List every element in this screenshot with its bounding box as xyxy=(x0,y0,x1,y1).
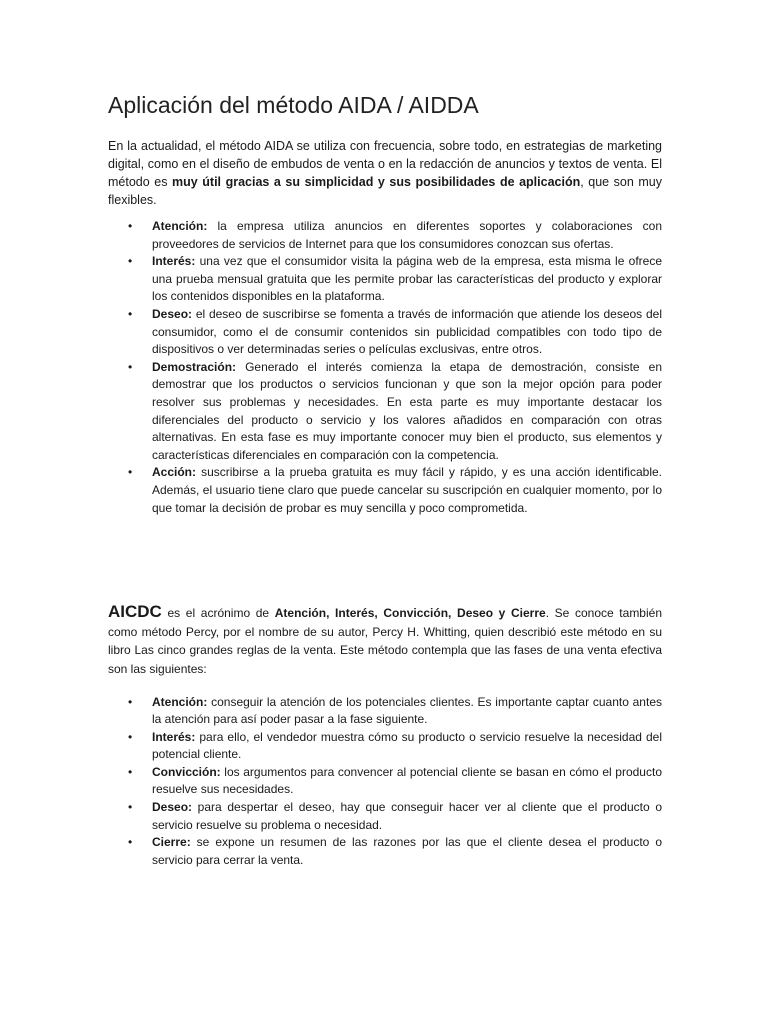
list-item-text: conseguir la atención de los potenciales clientes. Es importante captar cuanto antes la atención para así poder pasar a la fase siguiente. xyxy=(152,695,662,727)
list-item xyxy=(108,359,662,465)
list-item xyxy=(108,306,662,359)
list-item xyxy=(108,834,662,869)
list-item-term: Acción: xyxy=(152,465,197,480)
aicdc-paragraph xyxy=(108,603,662,678)
list-item-text: el deseo de suscribirse se fomenta a través de información que atiende los deseos del consumidor, como el de consumir contenidos sin publicidad compatibles con todo tipo de dispositivos o ver determinadas series o películas exclusivas, entre otros. xyxy=(152,306,662,357)
list-item-term: Deseo: xyxy=(152,306,193,321)
aicdc-text-end: . Se conoce también como método Percy, por el nombre de su autor, Percy H. Whitting, quien describió este método en su libro Las cinco grandes reglas de la venta. Este método contempla que las fases de una venta efectiva son las siguientes: xyxy=(108,606,662,676)
bullet-icon: • xyxy=(128,465,133,480)
list-item-text: la empresa utiliza anuncios en diferentes soportes y colaboraciones con proveedores de servicios de Internet para que los consumidores conozcan sus ofertas. xyxy=(152,219,662,251)
aicdc-list xyxy=(108,694,662,869)
list-item-text: se expone un resumen de las razones por las que el cliente desea el producto o servicio para cerrar la venta. xyxy=(152,835,662,867)
list-item xyxy=(108,694,662,729)
intro-text: En la actualidad, el método AIDA se utiliza con frecuencia, sobre todo, en estrategias de marketing digital, como en el diseño de embudos de venta o en la redacción de anuncios y textos de venta. El método es xyxy=(108,139,662,189)
list-item-text: suscribirse a la prueba gratuita es muy fácil y rápido, y es una acción identificable. Además, el usuario tiene claro que puede cancelar su suscripción en cualquier momento, por lo que tomar la decisión de probar es muy sencilla y poco comprometida. xyxy=(152,465,662,515)
list-item-term: Cierre: xyxy=(152,835,191,850)
bullet-icon: • xyxy=(128,219,133,233)
list-item-term: Atención: xyxy=(152,219,208,233)
list-item-term: Convicción: xyxy=(152,765,221,780)
list-item xyxy=(108,464,662,517)
bullet-icon: • xyxy=(128,800,133,815)
bullet-icon: • xyxy=(128,306,133,321)
list-item-text: una vez que el consumidor visita la página web de la empresa, esta misma le ofrece una prueba mensual gratuita que les permite probar las características del producto y explorar los contenidos disponibles en la plataforma. xyxy=(152,254,662,304)
bullet-icon: • xyxy=(128,835,133,850)
list-item xyxy=(108,729,662,764)
list-item-term: Deseo: xyxy=(152,800,193,815)
list-item-term: Demostración: xyxy=(152,359,237,374)
aicdc-bold-text: Atención, Interés, Convicción, Deseo y Cierre xyxy=(274,606,546,620)
list-item-text: Generado el interés comienza la etapa de demostración, consiste en demostrar que los productos o servicios funcionan y que son la mejor opción para poder resolver sus problemas y necesidades. En esta parte es muy importante destacar los diferenciales del producto o servicio y los valores añadidos en comparación con otras alternativas. En esta fase es muy importante conocer muy bien el producto, sus elementos y características diferenciales en comparación con la competencia. xyxy=(152,359,662,462)
bullet-icon: • xyxy=(128,254,133,269)
intro-bold-text: muy útil gracias a su simplicidad y sus posibilidades de aplicación xyxy=(172,175,581,189)
aicdc-acronym: AICDC xyxy=(108,602,162,621)
intro-paragraph xyxy=(108,137,662,209)
list-item-term: Interés: xyxy=(152,254,196,269)
bullet-icon: • xyxy=(128,730,133,745)
page-title: Aplicación del método AIDA / AIDDA xyxy=(108,92,479,118)
list-item-text: para despertar el deseo, hay que conseguir hacer ver al cliente que el producto o servicio resuelve su problema o necesidad. xyxy=(152,800,662,832)
list-item-term: Atención: xyxy=(152,695,208,709)
bullet-icon: • xyxy=(128,695,133,709)
list-item-term: Interés: xyxy=(152,730,196,745)
list-item-text: para ello, el vendedor muestra cómo su producto o servicio resuelve la necesidad del potencial cliente. xyxy=(152,730,662,762)
bullet-icon: • xyxy=(128,359,133,374)
aicdc-text: es el acrónimo de xyxy=(161,606,275,620)
list-item xyxy=(108,218,662,253)
list-item xyxy=(108,764,662,799)
bullet-icon: • xyxy=(128,765,133,780)
list-item xyxy=(108,799,662,834)
list-item-text: los argumentos para convencer al potencial cliente se basan en cómo el producto resuelve sus necesidades. xyxy=(152,765,662,797)
intro-text-end: , que son muy flexibles. xyxy=(108,175,663,207)
list-item xyxy=(108,253,662,306)
aida-list xyxy=(108,218,662,517)
